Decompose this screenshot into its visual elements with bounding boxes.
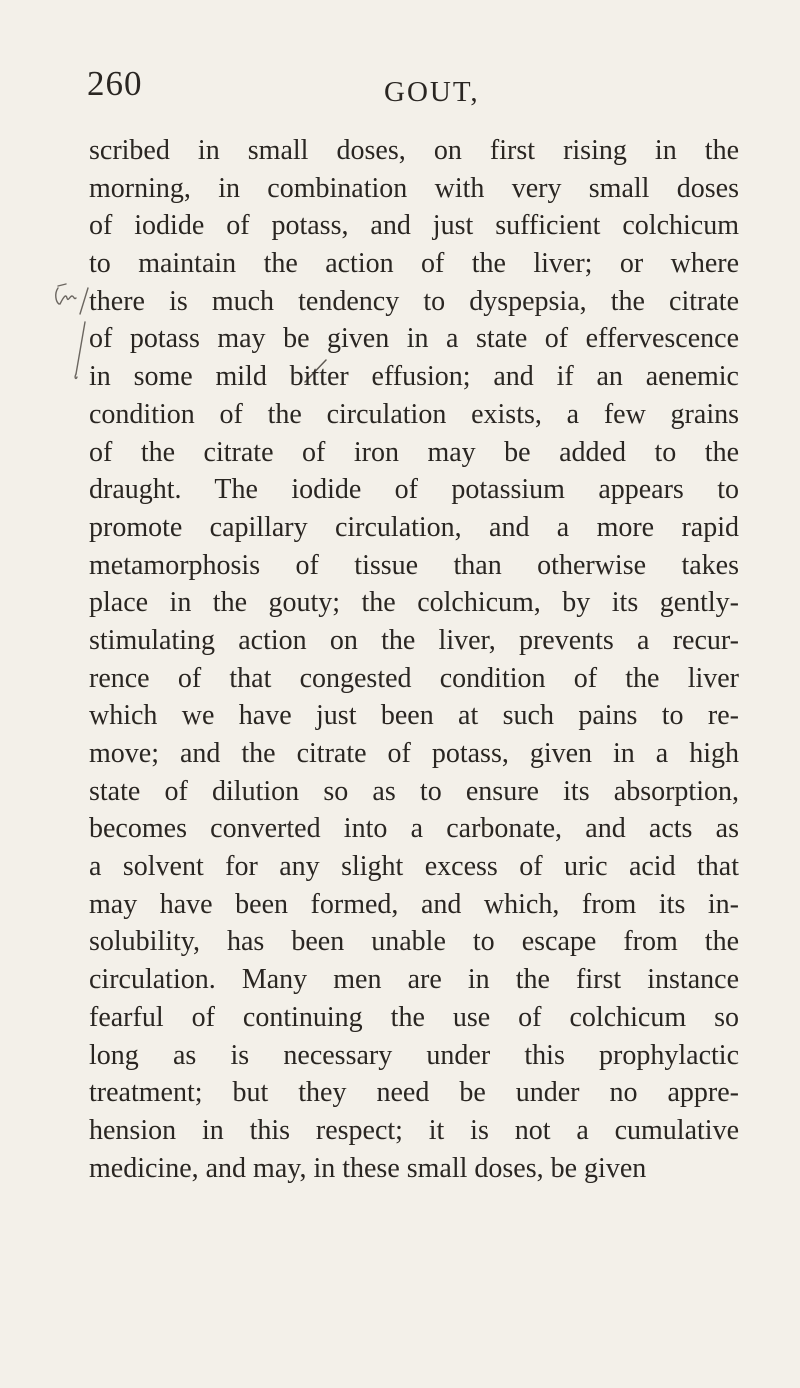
text-line: promote capillary circulation, and a more rapid	[89, 511, 739, 543]
text-line: becomes converted into a carbonate, and acts as	[89, 813, 739, 845]
text-line: draught. The iodide of potassium appears to	[89, 474, 739, 506]
text-line: condition of the circulation exists, a few grains	[89, 398, 739, 430]
text-line: place in the gouty; the colchicum, by its gently-	[89, 587, 739, 619]
text-line: medicine, and may, in these small doses, be given	[89, 1152, 647, 1184]
body-text	[89, 132, 739, 1187]
text-line: solubility, has been unable to escape from the	[89, 926, 739, 958]
text-line: state of dilution so as to ensure its absorption,	[89, 775, 739, 807]
text-line: scribed in small doses, on first rising in the	[89, 135, 739, 166]
text-line: may have been formed, and which, from its in-	[89, 888, 739, 920]
text-line: morning, in combination with very small doses	[89, 172, 739, 204]
handwritten-correction-mark-icon	[52, 282, 92, 392]
text-line: which we have just been at such pains to re-	[89, 700, 739, 732]
text-line: hension in this respect; it is not a cumulative	[89, 1114, 739, 1146]
text-line: rence of that congested condition of the liver	[89, 662, 739, 694]
text-line: there is much tendency to dyspepsia, the citrate	[89, 285, 739, 317]
running-title: GOUT,	[384, 76, 480, 108]
text-line: circulation. Many men are in the first instance	[89, 964, 739, 996]
text-line: to maintain the action of the liver; or where	[89, 248, 739, 280]
text-line: stimulating action on the liver, prevents a recur-	[89, 624, 739, 656]
text-line: metamorphosis of tissue than otherwise takes	[89, 549, 739, 581]
text-line: of potass may be given in a state of effervescence	[89, 323, 739, 355]
text-line: a solvent for any slight excess of uric acid that	[89, 851, 739, 883]
text-line: move; and the citrate of potass, given in a high	[89, 738, 739, 769]
text-line: fearful of continuing the use of colchicum so	[89, 1001, 739, 1033]
text-line: of the citrate of iron may be added to the	[89, 436, 739, 468]
page-number: 260	[87, 64, 143, 103]
text-line: in some mild bitter effusion; and if an aenemic	[89, 361, 739, 393]
text-line: of iodide of potass, and just sufficient colchicum	[89, 210, 739, 242]
text-line: long as is necessary under this prophylactic	[89, 1039, 739, 1071]
text-line: treatment; but they need be under no appre-	[89, 1077, 739, 1109]
